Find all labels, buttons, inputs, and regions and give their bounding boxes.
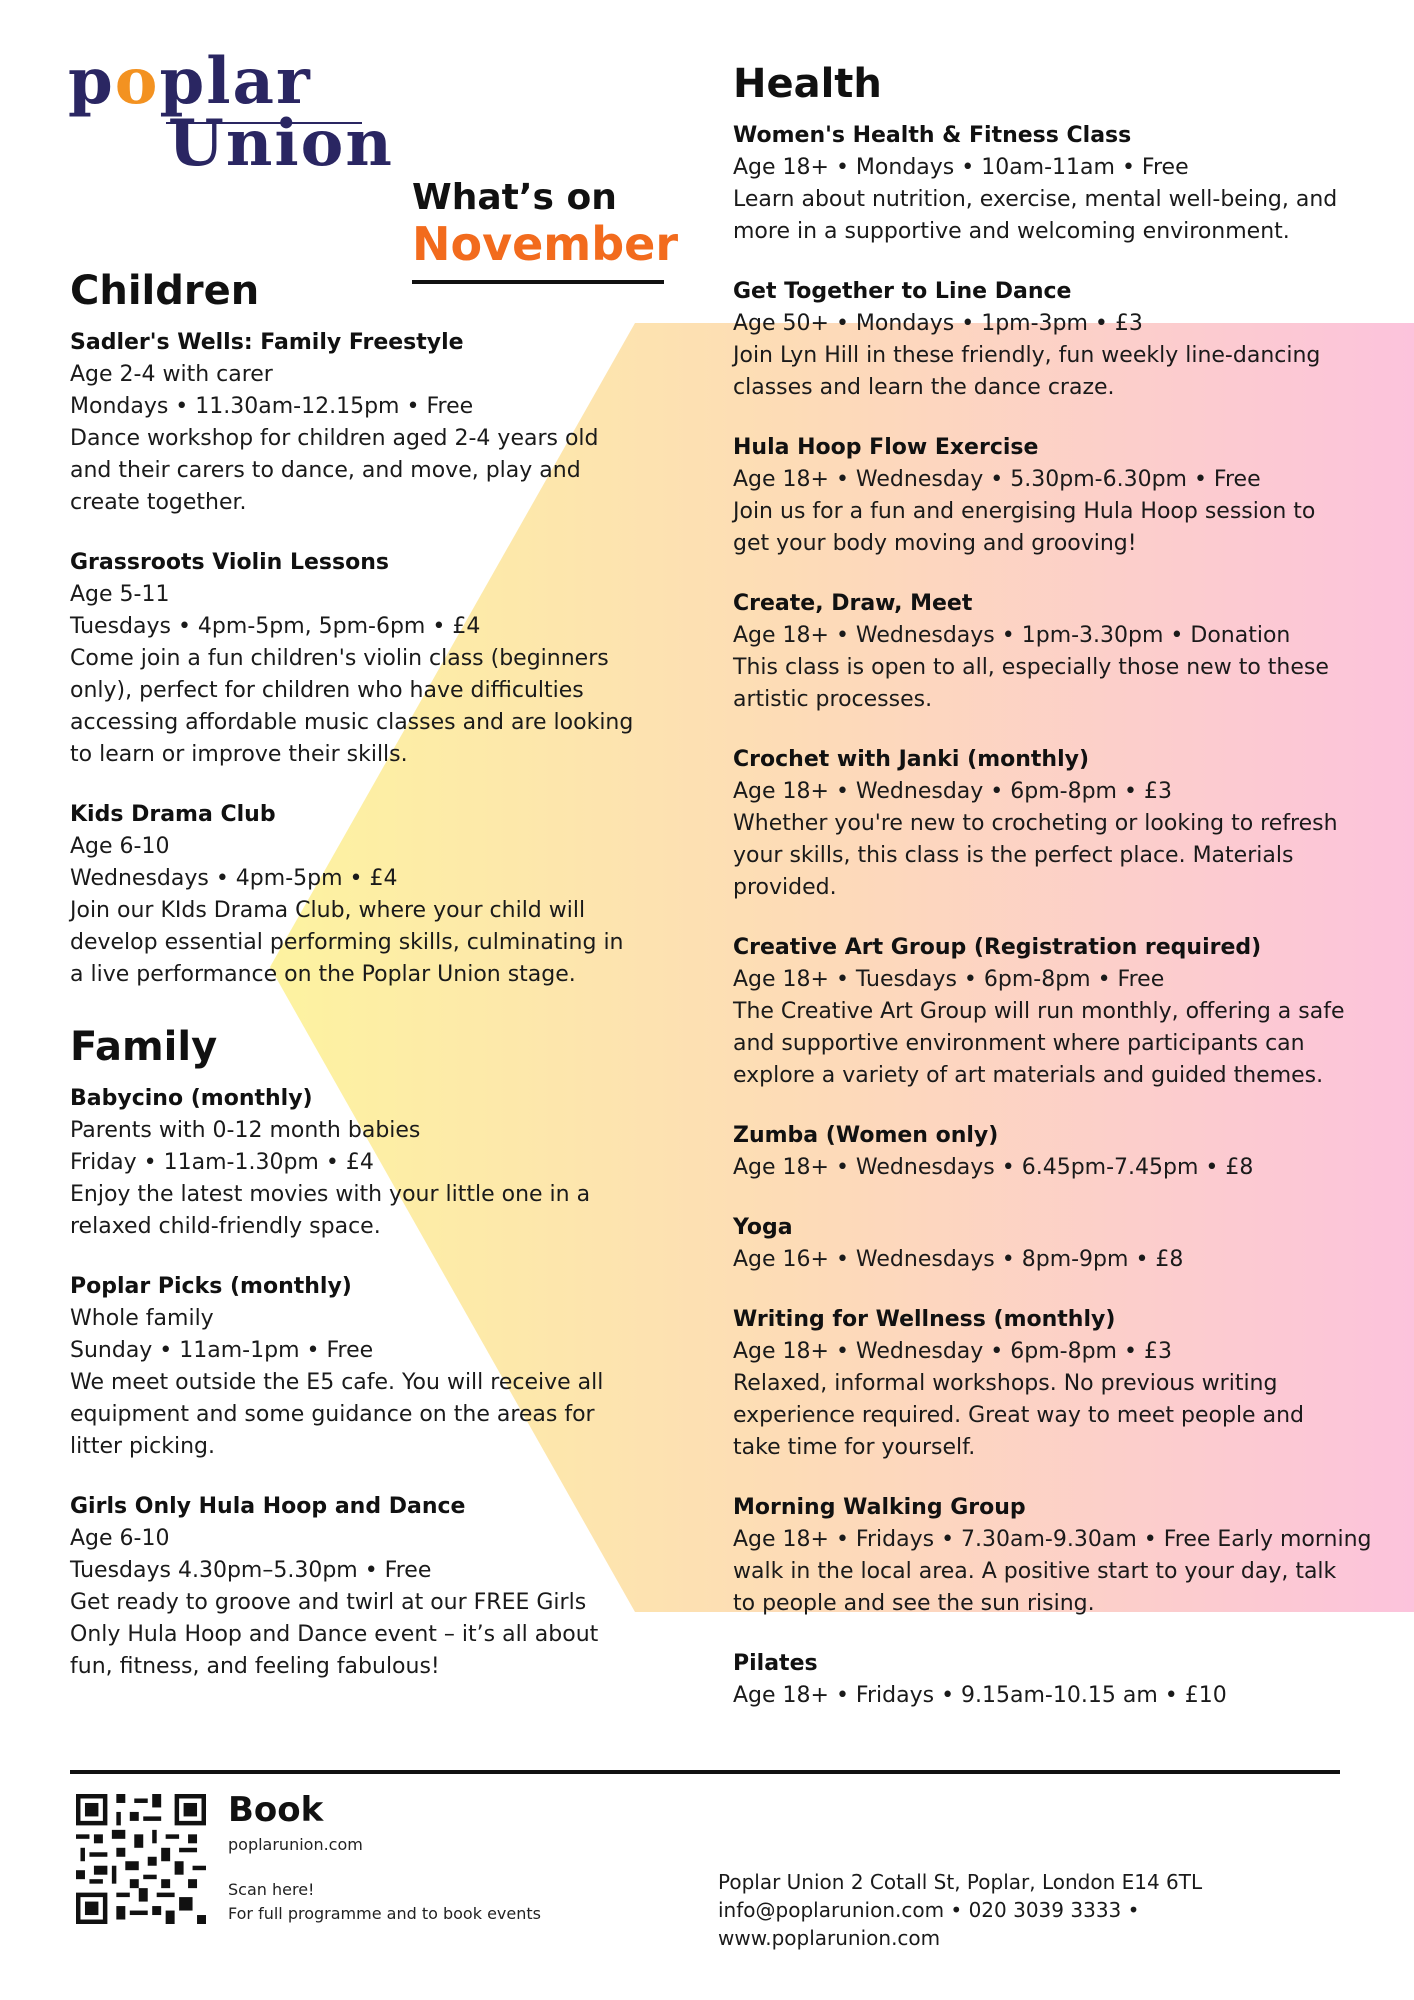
qr-code-icon[interactable]: [76, 1794, 206, 1924]
event-detail-line: create together.: [70, 490, 247, 515]
book-website-link[interactable]: poplarunion.com: [228, 1835, 363, 1854]
event-detail-line: experience required. Great way to meet people and: [733, 1403, 1304, 1428]
event-detail-line: take time for yourself.: [733, 1435, 976, 1460]
family-events-list: [70, 1083, 670, 1683]
event-item: [733, 1120, 1373, 1184]
event-detail-line: Wednesdays • 4pm-5pm • £4: [70, 866, 398, 891]
event-item: [733, 120, 1373, 248]
whats-on-label: What’s on: [412, 177, 617, 218]
event-detail-line: to learn or improve their skills.: [70, 742, 408, 767]
address-line: Poplar Union 2 Cotall St, Poplar, London E14 6TL: [718, 1870, 1203, 1894]
event-item: [70, 1083, 670, 1243]
event-detail-line: Join our KIds Drama Club, where your child will: [70, 898, 586, 923]
section-title-children: Children: [70, 268, 260, 314]
event-detail-line: Get ready to groove and twirl at our FREE Girls: [70, 1590, 587, 1615]
event-detail-line: Age 18+ • Fridays • 7.30am-9.30am • Free Early morning: [733, 1527, 1372, 1552]
event-detail-line: Mondays • 11.30am-12.15pm • Free: [70, 394, 474, 419]
event-detail-line: Age 18+ • Wednesday • 5.30pm-6.30pm • Free: [733, 467, 1261, 492]
event-name: Sadler's Wells: Family Freestyle: [70, 330, 464, 355]
month-label: November: [412, 217, 679, 271]
event-detail-line: Age 50+ • Mondays • 1pm-3pm • £3: [733, 311, 1143, 336]
event-item: [70, 1271, 670, 1463]
event-detail-line: your skills, this class is the perfect place. Materials: [733, 843, 1294, 868]
event-detail-line: Age 18+ • Tuesdays • 6pm-8pm • Free: [733, 967, 1165, 992]
book-title: Book: [228, 1790, 324, 1830]
event-detail-line: This class is open to all, especially those new to these: [733, 655, 1329, 680]
event-detail-line: Age 2-4 with carer: [70, 362, 273, 387]
logo-word-union: Union: [168, 106, 394, 181]
full-programme-label: For full programme and to book events: [228, 1904, 541, 1923]
event-item: [733, 276, 1373, 404]
event-detail-line: Tuesdays • 4pm-5pm, 5pm-6pm • £4: [70, 614, 481, 639]
left-column: [70, 263, 670, 1711]
event-name: Hula Hoop Flow Exercise: [733, 435, 1039, 460]
event-detail-line: Age 18+ • Wednesdays • 6.45pm-7.45pm • £8: [733, 1155, 1254, 1180]
event-detail-line: and their carers to dance, and move, play and: [70, 458, 581, 483]
event-item: [70, 1491, 670, 1683]
event-item: [733, 1648, 1373, 1712]
event-detail-line: Only Hula Hoop and Dance event – it’s all about: [70, 1622, 599, 1647]
event-name: Poplar Picks (monthly): [70, 1274, 352, 1299]
event-detail-line: explore a variety of art materials and guided themes.: [733, 1063, 1324, 1088]
right-column: [733, 56, 1373, 1740]
event-name: Grassroots Violin Lessons: [70, 550, 389, 575]
scan-here-label: Scan here!: [228, 1880, 315, 1899]
event-item: [70, 547, 670, 771]
event-detail-line: The Creative Art Group will run monthly, offering a safe: [733, 999, 1345, 1024]
event-item: [733, 1304, 1373, 1464]
event-detail-line: Sunday • 11am-1pm • Free: [70, 1338, 374, 1363]
event-detail-line: Join Lyn Hill in these friendly, fun weekly line-dancing: [733, 343, 1321, 368]
event-item: [70, 799, 670, 991]
event-detail-line: Age 5-11: [70, 582, 170, 607]
event-detail-line: develop essential performing skills, culminating in: [70, 930, 624, 955]
event-item: [70, 327, 670, 519]
footer-divider: [70, 1770, 1340, 1774]
event-item: [733, 932, 1373, 1092]
event-detail-line: relaxed child-friendly space.: [70, 1214, 381, 1239]
event-detail-line: walk in the local area. A positive start to your day, talk: [733, 1559, 1337, 1584]
event-detail-line: artistic processes.: [733, 687, 933, 712]
event-name: Women's Health & Fitness Class: [733, 123, 1132, 148]
event-name: Get Together to Line Dance: [733, 279, 1072, 304]
children-events-list: [70, 327, 670, 991]
event-item: [733, 432, 1373, 560]
event-detail-line: Relaxed, informal workshops. No previous writing: [733, 1371, 1278, 1396]
event-detail-line: Dance workshop for children aged 2-4 years old: [70, 426, 599, 451]
event-detail-line: Enjoy the latest movies with your little one in a: [70, 1182, 591, 1207]
event-detail-line: We meet outside the E5 cafe. You will receive all: [70, 1370, 604, 1395]
section-title-health: Health: [733, 61, 882, 107]
event-name: Crochet with Janki (monthly): [733, 747, 1090, 772]
event-item: [733, 744, 1373, 904]
event-detail-line: Age 16+ • Wednesdays • 8pm-9pm • £8: [733, 1247, 1184, 1272]
logo-word-poplar: poplar: [68, 44, 312, 119]
event-detail-line: Age 18+ • Wednesday • 6pm-8pm • £3: [733, 1339, 1172, 1364]
event-detail-line: Age 18+ • Wednesday • 6pm-8pm • £3: [733, 779, 1172, 804]
event-detail-line: accessing affordable music classes and are looking: [70, 710, 634, 735]
event-detail-line: only), perfect for children who have difficulties: [70, 678, 584, 703]
event-detail-line: provided.: [733, 875, 837, 900]
event-detail-line: a live performance on the Poplar Union stage.: [70, 962, 576, 987]
event-name: Writing for Wellness (monthly): [733, 1307, 1116, 1332]
event-detail-line: litter picking.: [70, 1434, 215, 1459]
event-item: [733, 1492, 1373, 1620]
event-detail-line: Come join a fun children's violin class (beginners: [70, 646, 609, 671]
event-name: Girls Only Hula Hoop and Dance: [70, 1494, 466, 1519]
event-detail-line: Age 18+ • Fridays • 9.15am-10.15 am • £10: [733, 1683, 1227, 1708]
event-name: Zumba (Women only): [733, 1123, 999, 1148]
event-detail-line: Friday • 11am-1.30pm • £4: [70, 1150, 374, 1175]
poplar-union-logo: [68, 44, 394, 190]
event-name: Pilates: [733, 1651, 818, 1676]
section-title-family: Family: [70, 1024, 218, 1070]
contact-block: [718, 1868, 1358, 1952]
event-name: Yoga: [733, 1215, 793, 1240]
event-detail-line: to people and see the sun rising.: [733, 1591, 1095, 1616]
event-detail-line: and supportive environment where participants can: [733, 1031, 1305, 1056]
event-detail-line: Age 6-10: [70, 834, 170, 859]
event-detail-line: get your body moving and grooving!: [733, 531, 1137, 556]
event-item: [733, 1212, 1373, 1276]
event-detail-line: Whole family: [70, 1306, 214, 1331]
event-name: Kids Drama Club: [70, 802, 276, 827]
event-detail-line: Join us for a fun and energising Hula Hoop session to: [733, 499, 1316, 524]
event-name: Babycino (monthly): [70, 1086, 313, 1111]
scan-instructions: [228, 1878, 648, 1926]
event-detail-line: Age 18+ • Mondays • 10am-11am • Free: [733, 155, 1189, 180]
health-events-list: [733, 120, 1373, 1712]
event-detail-line: Tuesdays 4.30pm–5.30pm • Free: [70, 1558, 432, 1583]
event-detail-line: classes and learn the dance craze.: [733, 375, 1115, 400]
contact-line[interactable]: info@poplarunion.com • 020 3039 3333 • www.poplarunion.com: [718, 1898, 1140, 1950]
event-detail-line: Learn about nutrition, exercise, mental well-being, and: [733, 187, 1338, 212]
event-detail-line: Whether you're new to crocheting or looking to refresh: [733, 811, 1338, 836]
event-detail-line: Age 18+ • Wednesdays • 1pm-3.30pm • Donation: [733, 623, 1291, 648]
event-detail-line: fun, fitness, and feeling fabulous!: [70, 1654, 440, 1679]
event-detail-line: Parents with 0-12 month babies: [70, 1118, 421, 1143]
event-detail-line: more in a supportive and welcoming environment.: [733, 219, 1290, 244]
event-name: Create, Draw, Meet: [733, 591, 973, 616]
event-name: Morning Walking Group: [733, 1495, 1026, 1520]
event-detail-line: equipment and some guidance on the areas for: [70, 1402, 595, 1427]
event-name: Creative Art Group (Registration required): [733, 935, 1262, 960]
book-block: [228, 1788, 648, 1926]
event-detail-line: Age 6-10: [70, 1526, 170, 1551]
event-item: [733, 588, 1373, 716]
